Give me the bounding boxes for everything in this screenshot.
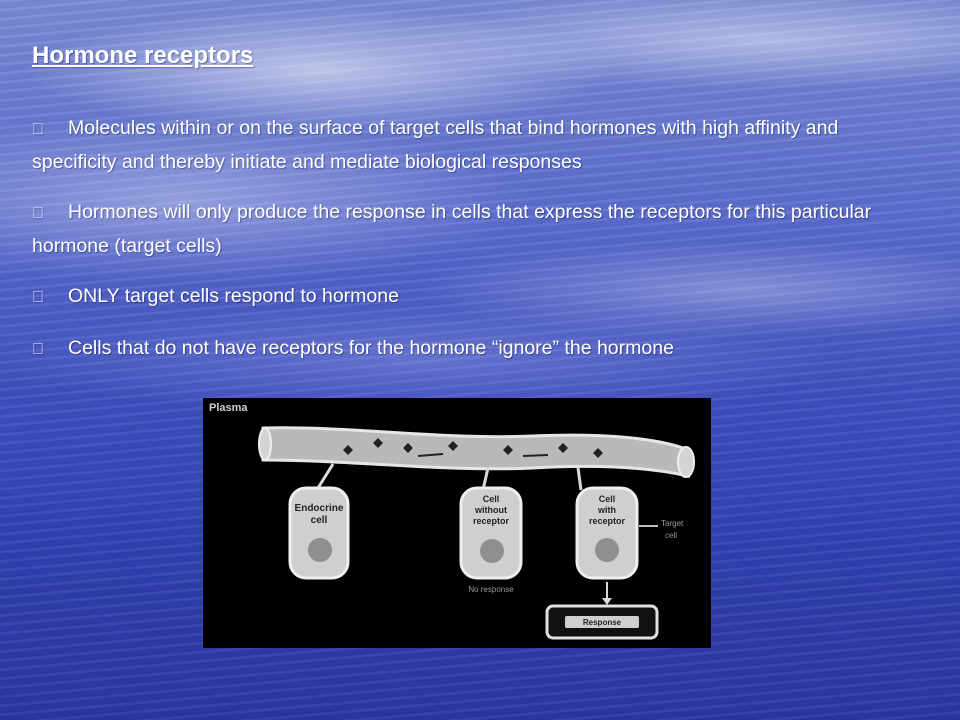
bullet-marker-icon: 􀂄 xyxy=(32,341,44,358)
bullet-item xyxy=(32,196,922,262)
cell-with-receptor xyxy=(577,488,637,578)
bullet-marker-icon: 􀂄 xyxy=(32,121,44,138)
cell-without-receptor-label-3: receptor xyxy=(472,516,510,526)
bullet-text: ONLY target cells respond to hormone xyxy=(68,285,399,307)
no-response-label: No response xyxy=(468,585,514,594)
bullet-text: Hormones will only produce the response in cells that express the receptors for this particular hormone (target cells) xyxy=(32,201,872,257)
cell-without-receptor-label-2: without xyxy=(475,505,507,515)
bullet-list xyxy=(32,112,922,384)
cell-without-receptor-label-1: Cell xyxy=(482,494,500,504)
slide-title: Hormone receptors xyxy=(32,42,254,69)
target-cell-label-2: cell xyxy=(665,531,678,540)
blood-vessel xyxy=(259,428,694,477)
bullet-text: Molecules within or on the surface of target cells that bind hormones with high affinity and specificity and thereby initiate and mediate biological responses xyxy=(32,117,839,173)
bullet-marker-icon: 􀂄 xyxy=(32,205,44,222)
cell-with-receptor-label-3: receptor xyxy=(588,516,626,526)
response-label: Response xyxy=(582,618,622,627)
hormone-receptor-diagram xyxy=(203,398,711,648)
endocrine-cell-label-2: cell xyxy=(310,515,328,526)
bullet-marker-icon: 􀂄 xyxy=(32,289,44,306)
cell-with-receptor-label-2: with xyxy=(598,505,616,515)
bullet-item xyxy=(32,112,922,178)
vessel-label: Plasma xyxy=(209,402,248,414)
cell-with-receptor-label-1: Cell xyxy=(598,494,616,504)
cell-without-receptor xyxy=(461,488,521,578)
response-box xyxy=(547,606,657,638)
bullet-item xyxy=(32,332,922,366)
target-cell-label-1: Target xyxy=(661,519,684,528)
bullet-text: Cells that do not have receptors for the hormone “ignore” the hormone xyxy=(68,337,674,359)
endocrine-cell-label-1: Endocrine xyxy=(294,503,344,514)
bullet-item xyxy=(32,280,922,314)
endocrine-cell xyxy=(290,488,348,578)
